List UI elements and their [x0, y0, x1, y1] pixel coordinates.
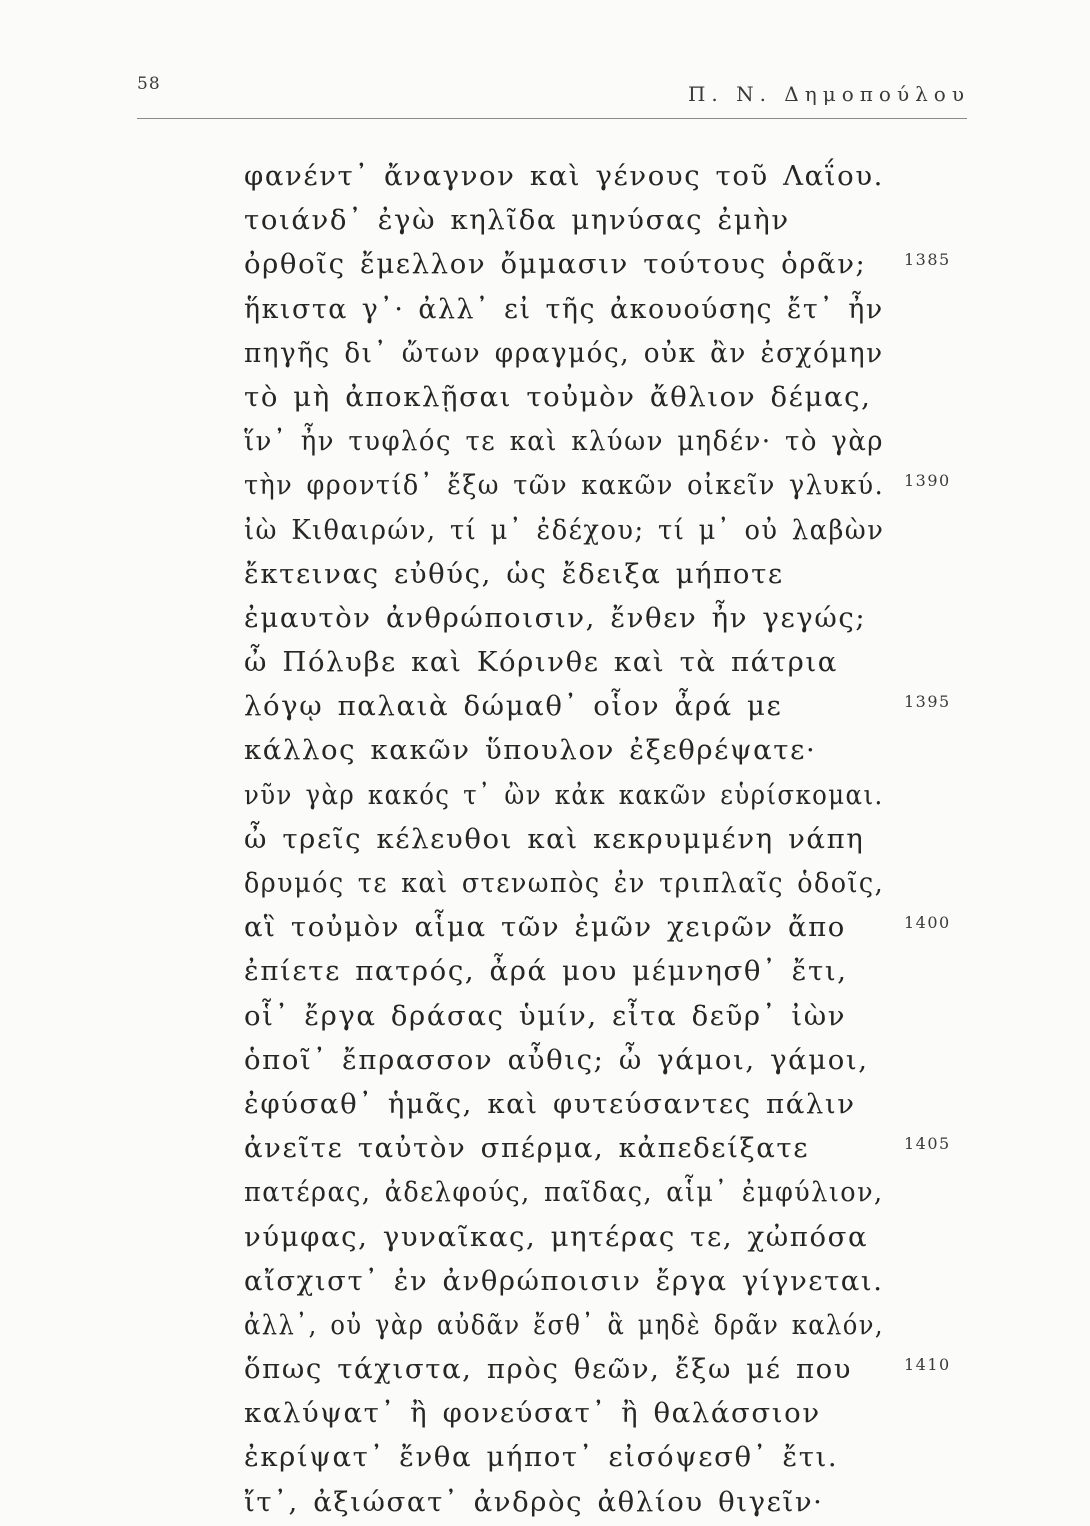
verse-text: ἥκιστα γ᾽· ἀλλ᾽ εἰ τῆς ἀκουούσης ἔτ᾽ ἦν — [244, 292, 884, 325]
verse-text: ἀλλ᾽, οὐ γὰρ αὐδᾶν ἔσθ᾽ ἃ μηδὲ δρᾶν καλόν, — [244, 1308, 884, 1341]
verse-text: ἐκρίψατ᾽ ἔνθα μήποτ᾽ εἰσόψεσθ᾽ ἔτι. — [244, 1441, 839, 1474]
running-head: Π. Ν. Δημοπούλου — [687, 82, 970, 106]
verse-line — [0, 686, 1090, 730]
verse-text: τὴν φροντίδ᾽ ἔξω τῶν κακῶν οἰκεῖν γλυκύ. — [244, 469, 885, 502]
verse-line — [0, 1305, 1090, 1349]
verse-line — [0, 819, 1090, 863]
verse-block — [0, 156, 1090, 1526]
verse-line — [0, 907, 1090, 951]
verse-line — [0, 1084, 1090, 1128]
verse-line — [0, 642, 1090, 686]
verse-text: ἐμαυτὸν ἀνθρώποισιν, ἔνθεν ἦν γεγώς; — [244, 601, 867, 634]
verse-text: ἔκτεινας εὐθύς, ὡς ἔδειξα μήποτε — [244, 557, 784, 590]
verse-text: ἴτ᾽, ἀξιώσατ᾽ ἀνδρὸς ἀθλίου θιγεῖν· — [244, 1485, 824, 1518]
line-number: 1405 — [904, 1134, 951, 1154]
line-number: 1395 — [904, 692, 951, 712]
line-number: 1390 — [904, 471, 951, 491]
verse-text: τὸ μὴ ἀποκλῇσαι τοὐμὸν ἄθλιον δέμας, — [244, 380, 872, 413]
verse-text: ἐπίετε πατρός, ἆρά μου μέμνησθ᾽ ἔτι, — [244, 955, 848, 988]
verse-line — [0, 200, 1090, 244]
verse-line — [0, 156, 1090, 200]
verse-text: ἐφύσαθ᾽ ἡμᾶς, καὶ φυτεύσαντες πάλιν — [244, 1087, 856, 1120]
verse-line — [0, 863, 1090, 907]
verse-line — [0, 1393, 1090, 1437]
verse-text: νύμφας, γυναῖκας, μητέρας τε, χὠπόσα — [244, 1220, 869, 1253]
verse-text: πηγῆς δι᾽ ὤτων φραγμός, οὐκ ἂν ἐσχόμην — [244, 336, 884, 369]
verse-text: αἳ τοὐμὸν αἷμα τῶν ἐμῶν χειρῶν ἄπο — [244, 911, 846, 944]
line-number: 1410 — [904, 1355, 951, 1375]
page-header — [0, 0, 1090, 125]
verse-text: ὦ Πόλυβε καὶ Κόρινθε καὶ τὰ πάτρια — [244, 646, 838, 679]
verse-text: πατέρας, ἀδελφούς, παῖδας, αἷμ᾽ ἐμφύλιον, — [244, 1176, 884, 1209]
verse-text: οἷ᾽ ἔργα δράσας ὑμίν, εἶτα δεῦρ᾽ ἰὼν — [244, 999, 847, 1032]
verse-line — [0, 775, 1090, 819]
verse-line — [0, 1349, 1090, 1393]
verse-text: ὅπως τάχιστα, πρὸς θεῶν, ἔξω μέ που — [244, 1353, 853, 1386]
verse-line — [0, 244, 1090, 288]
verse-line — [0, 289, 1090, 333]
verse-line — [0, 377, 1090, 421]
page-number: 58 — [137, 74, 161, 94]
verse-line — [0, 510, 1090, 554]
verse-line — [0, 1217, 1090, 1261]
verse-line — [0, 554, 1090, 598]
verse-line — [0, 1128, 1090, 1172]
verse-line — [0, 730, 1090, 774]
verse-line — [0, 333, 1090, 377]
verse-text: ἰὼ Κιθαιρών, τί μ᾽ ἐδέχου; τί μ᾽ οὐ λαβὼν — [244, 513, 885, 546]
verse-text: δρυμός τε καὶ στενωπὸς ἐν τριπλαῖς ὁδοῖς, — [244, 867, 885, 899]
line-number: 1385 — [904, 250, 951, 270]
verse-text: νῦν γὰρ κακός τ᾽ ὢν κἀκ κακῶν εὑρίσκομαι. — [244, 778, 884, 811]
verse-line — [0, 951, 1090, 995]
verse-line — [0, 598, 1090, 642]
header-rule — [137, 118, 967, 119]
verse-text: ἀνεῖτε ταὐτὸν σπέρμα, κἀπεδείξατε — [244, 1132, 810, 1165]
verse-text: φανέντ᾽ ἄναγνον καὶ γένους τοῦ Λαΐου. — [244, 160, 884, 192]
verse-text: λόγῳ παλαιὰ δώμαθ᾽ οἷον ἆρά με — [244, 690, 783, 723]
verse-line — [0, 1482, 1090, 1526]
line-number: 1400 — [904, 913, 951, 933]
verse-text: ὀρθοῖς ἔμελλον ὄμμασιν τούτους ὁρᾶν; — [244, 248, 867, 281]
verse-line — [0, 1040, 1090, 1084]
verse-line — [0, 1172, 1090, 1216]
verse-line — [0, 1261, 1090, 1305]
verse-text: ὦ τρεῖς κέλευθοι καὶ κεκρυμμένη νάπη — [244, 822, 865, 855]
verse-text: ὁποῖ᾽ ἔπρασσον αὖθις; ὦ γάμοι, γάμοι, — [244, 1043, 869, 1076]
verse-line — [0, 465, 1090, 509]
verse-text: ἵν᾽ ἦν τυφλός τε καὶ κλύων μηδέν· τὸ γὰρ — [244, 425, 884, 458]
verse-text: τοιάνδ᾽ ἐγὼ κηλῖδα μηνύσας ἐμὴν — [244, 204, 790, 237]
verse-text: καλύψατ᾽ ἢ φονεύσατ᾽ ἢ θαλάσσιον — [244, 1397, 821, 1430]
verse-line — [0, 1437, 1090, 1481]
verse-text: κάλλος κακῶν ὕπουλον ἐξεθρέψατε· — [244, 734, 817, 767]
verse-line — [0, 421, 1090, 465]
verse-line — [0, 996, 1090, 1040]
verse-text: αἴσχιστ᾽ ἐν ἀνθρώποισιν ἔργα γίγνεται. — [244, 1264, 884, 1297]
